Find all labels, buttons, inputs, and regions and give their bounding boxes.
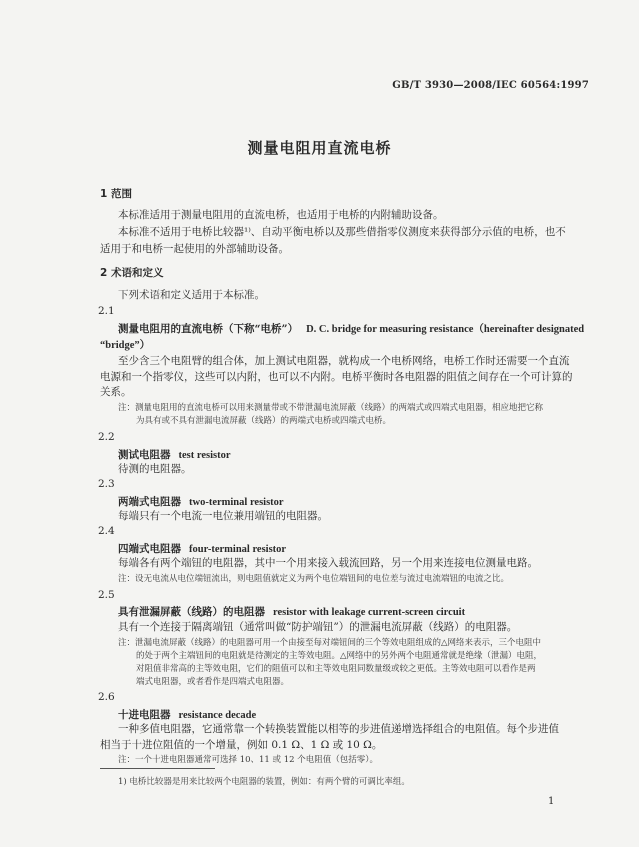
term-en-continued	[100, 337, 150, 352]
clause-number: 2.3	[98, 478, 115, 490]
note-text: 为具有或不具有泄漏电流屏蔽（线路）的两端式电桥或四端式电桥。	[136, 416, 392, 426]
clause-number: 2.4	[98, 525, 115, 537]
definition-text: 电源和一个指零仪，这些可以内附，也可以不内附。电桥平衡时各电阻器的阻值之间存在一个可计算的	[100, 371, 573, 383]
term-en: “bridge”）	[100, 340, 151, 351]
definition-text: 每端各有两个端钮的电阻器，其中一个用来接入载流回路，另一个用来连接电位测量电路。	[118, 557, 538, 569]
footnote-divider	[100, 768, 215, 769]
clause-number: 2.2	[98, 431, 115, 443]
definition-text: 具有一个连接于隔离端钮（通常叫做“防护端钮”）的泄漏电流屏蔽（线路）的电阻器。	[118, 621, 518, 633]
note-text: 的处于两个主端钮间的电阻就是待测定的主等效电阻。△网络中的另外两个电阻通常就是绝缘（泄漏）电阻，	[136, 651, 543, 661]
note-text: 注：一个十进电阻器通常可选择 10、11 或 12 个电阻值（包括零）。	[118, 755, 379, 765]
term-zh: 具有泄漏屏蔽（线路）的电阻器	[118, 606, 265, 618]
clause-number: 2.6	[98, 691, 115, 703]
term-en: two-terminal resistor	[189, 497, 284, 508]
term-zh: 十进电阻器	[118, 709, 171, 721]
term-heading	[118, 447, 231, 462]
definition-text: 一种多值电阻器，它通常靠一个转换装置能以相等的步进值递增选择组合的电阻值。每个步进值	[118, 723, 559, 735]
definition-text: 待测的电阻器。	[118, 463, 192, 475]
definition-text: 至少含三个电阻臂的组合体，加上测试电阻器，就构成一个电桥网络，电桥工作时还需要一个直流	[118, 355, 570, 367]
term-heading	[118, 604, 465, 619]
term-zh: 测试电阻器	[118, 449, 171, 461]
section-1-paragraph: 适用于和电桥一起使用的外部辅助设备。	[100, 243, 289, 255]
definition-text: 相当于十进位阻值的一个增量，例如 0.1 Ω、1 Ω 或 10 Ω。	[100, 739, 383, 751]
term-heading	[118, 707, 256, 722]
term-heading	[118, 321, 584, 336]
note-text: 对阻值非常高的主等效电阻，它们的阻值可以和主等效电阻同数量级或较之更低。主等效电阻可以看作是两	[136, 664, 536, 674]
clause-number: 2.5	[98, 589, 115, 601]
footnote: 1) 电桥比较器是用来比较两个电阻器的装置，例如：有两个臂的可调比率组。	[118, 777, 410, 787]
page-number: 1	[548, 796, 555, 807]
note-text: 注：测量电阻用的直流电桥可以用来测量带或不带泄漏电流屏蔽（线路）的两端式或四端式电阻器，相应地把它称	[118, 403, 544, 413]
term-zh: 两端式电阻器	[118, 496, 181, 508]
clause-number: 2.1	[98, 305, 115, 317]
term-zh: 四端式电阻器	[118, 543, 181, 555]
term-en: test resistor	[178, 450, 231, 461]
page-title: 测量电阻用直流电桥	[247, 139, 392, 157]
definition-text: 每端只有一个电流一电位兼用端钮的电阻器。	[118, 510, 328, 522]
term-en: resistance decade	[178, 710, 257, 721]
note-text: 注：泄漏电流屏蔽（线路）的电阻器可用一个由接至每对端钮间的三个等效电阻组成的△网络来表示，三个电阻中	[118, 638, 542, 648]
term-en: resistor with leakage current-screen circuit	[273, 607, 466, 618]
definition-text: 关系。	[100, 386, 132, 398]
note-text: 端式电阻器，或者看作是四端式电阻器。	[136, 677, 290, 687]
term-en: four-terminal resistor	[189, 544, 287, 555]
section-2-heading: 2 术语和定义	[100, 267, 164, 279]
section-2-intro: 下列术语和定义适用于本标准。	[118, 289, 265, 301]
section-1-paragraph: 本标准不适用于电桥比较器¹⁾、自动平衡电桥以及那些借指零仪测度来获得部分示值的电桥，也不	[118, 226, 566, 238]
section-1-paragraph: 本标准适用于测量电阻用的直流电桥，也适用于电桥的内附辅助设备。	[118, 209, 444, 221]
note-text: 注：设无电流从电位端钮流出，则电阻值就定义为两个电位端钮间的电位差与流过电流端钮的电流之比。	[118, 574, 510, 584]
term-heading	[118, 494, 284, 509]
term-en: D. C. bridge for measuring resistance（hereinafter designated	[306, 324, 585, 335]
term-heading	[118, 541, 286, 556]
section-1-heading: 1 范围	[100, 188, 132, 200]
standard-number-header: GB/T 3930—2008/IEC 60564:1997	[392, 80, 589, 91]
term-zh: 测量电阻用的直流电桥（下称“电桥”）	[118, 323, 299, 335]
